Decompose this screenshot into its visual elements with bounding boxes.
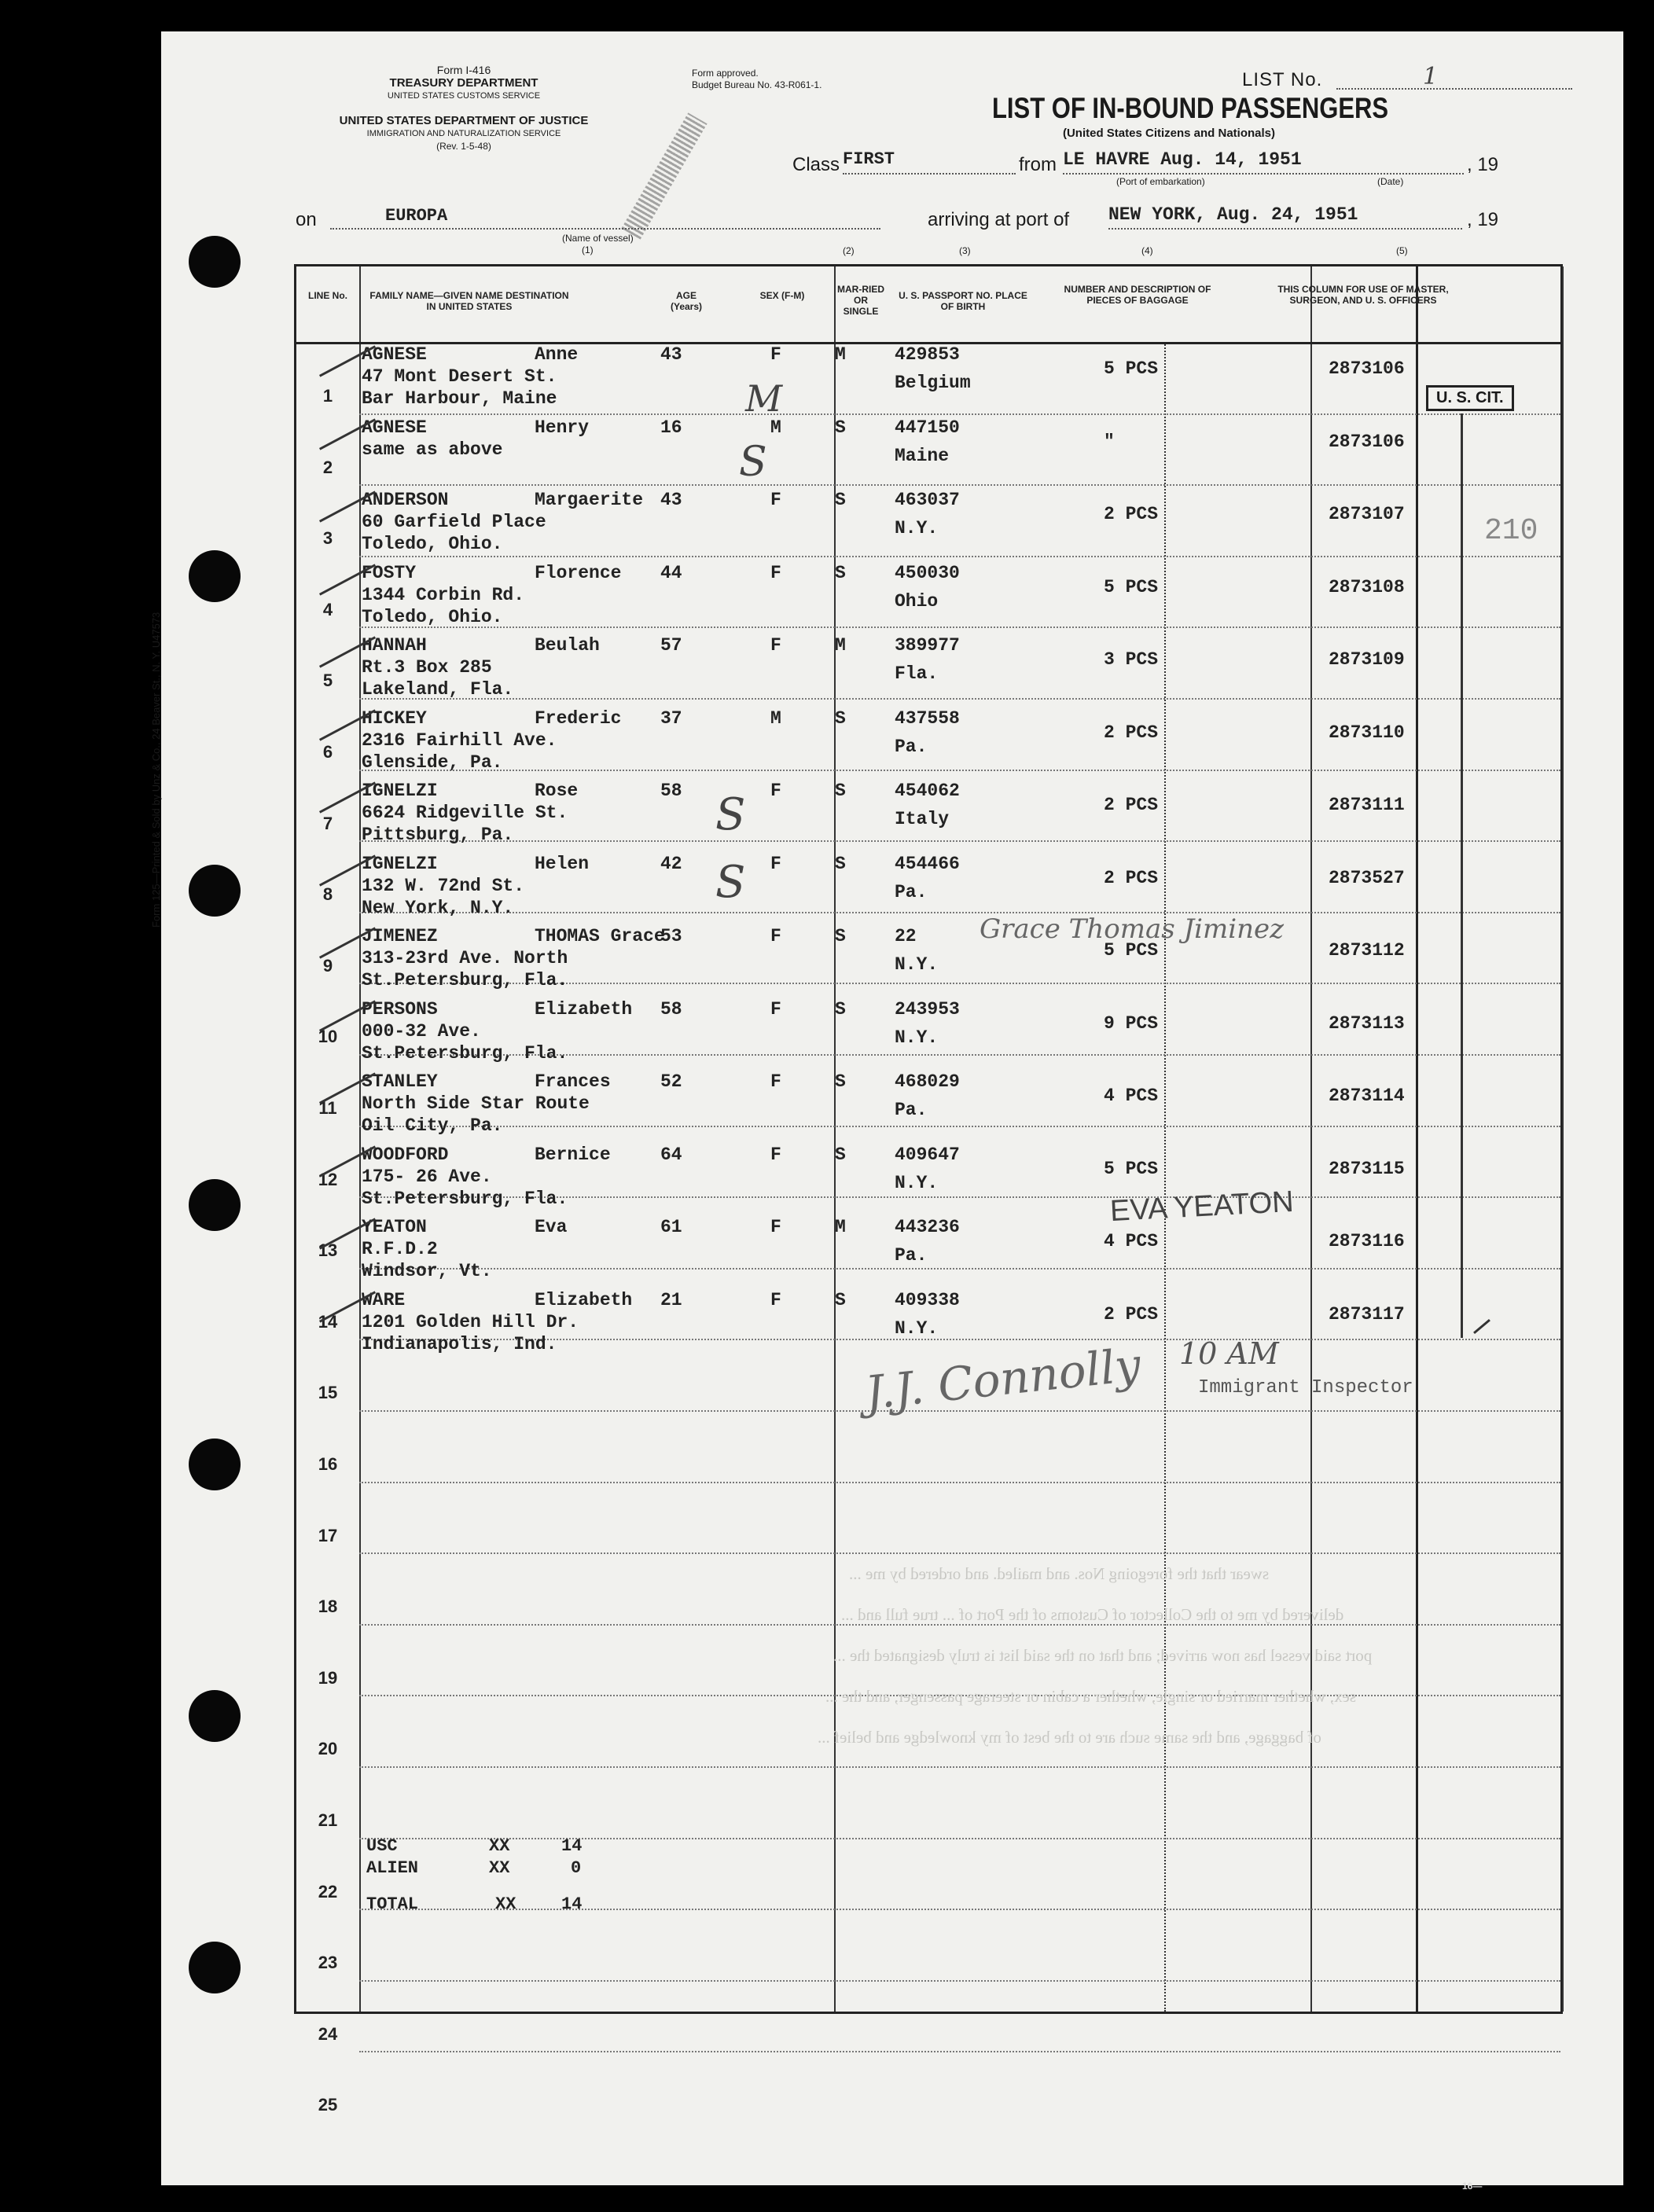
passenger-marital-status: S xyxy=(835,562,846,583)
punch-hole xyxy=(189,1179,241,1231)
passenger-address: 1201 Golden Hill Dr. xyxy=(362,1311,579,1332)
passenger-age: 53 xyxy=(660,926,682,946)
passenger-address: North Side Star Route xyxy=(362,1093,590,1114)
totals-total-label: TOTAL xyxy=(366,1894,419,1914)
passenger-age: 43 xyxy=(660,490,682,510)
dept-treasury: TREASURY DEPARTMENT xyxy=(389,76,538,90)
passenger-family-name: AGNESE xyxy=(362,344,427,365)
passenger-officer-number: 2873110 xyxy=(1329,722,1405,743)
passenger-city: St.Petersburg, Fla. xyxy=(362,1042,568,1064)
passenger-marital-status: S xyxy=(835,998,846,1020)
date-caption: (Date) xyxy=(1377,176,1404,187)
line-number: 16 xyxy=(318,1454,338,1474)
passenger-city: Oil City, Pa. xyxy=(362,1115,503,1136)
arriving-line xyxy=(1108,228,1462,230)
passenger-family-name: YEATON xyxy=(362,1217,427,1237)
year-suffix-2: , 19 xyxy=(1467,209,1499,230)
punch-hole xyxy=(189,1690,241,1742)
passenger-sex: F xyxy=(770,926,781,946)
passenger-officer-number: 2873114 xyxy=(1329,1086,1405,1106)
header-officers: THIS COLUMN FOR USE OF MASTER, SURGEON, AND U. S. OFFICERS xyxy=(1277,284,1449,306)
passenger-baggage: 9 PCS xyxy=(1104,1012,1159,1034)
passenger-family-name: FOSTY xyxy=(362,562,417,583)
passenger-sex: F xyxy=(770,998,781,1020)
on-label: on xyxy=(296,209,317,230)
signature-time: 10 AM xyxy=(1179,1336,1279,1371)
us-cit-stamp: U. S. CIT. xyxy=(1426,385,1514,411)
passenger-family-name: STANLEY xyxy=(362,1071,438,1092)
passenger-address: 6624 Ridgeville St. xyxy=(362,803,568,823)
passenger-age: 37 xyxy=(660,707,682,729)
line-number: 4 xyxy=(322,599,333,619)
passenger-officer-number: 2873108 xyxy=(1329,576,1405,597)
passenger-marital-status: M xyxy=(835,635,846,656)
passenger-address: 1344 Corbin Rd. xyxy=(362,584,525,605)
passenger-officer-number: 2873113 xyxy=(1329,1012,1405,1034)
header-name: FAMILY NAME—GIVEN NAME DESTINATION IN UNITED STATES xyxy=(369,290,569,312)
passenger-baggage: 2 PCS xyxy=(1104,867,1159,888)
passenger-age: 16 xyxy=(660,417,682,438)
line-number: 18 xyxy=(318,1597,338,1617)
passenger-family-name: HICKEY xyxy=(362,707,427,729)
passenger-family-name: WOODFORD xyxy=(362,1144,449,1165)
passenger-baggage: 5 PCS xyxy=(1104,1158,1159,1179)
totals-alien-value: 0 xyxy=(571,1858,582,1878)
passenger-birthplace: Pa. xyxy=(895,1245,928,1266)
passenger-birthplace: Italy xyxy=(895,809,950,829)
passenger-given-name: Helen xyxy=(535,853,590,874)
passenger-city: New York, N.Y. xyxy=(362,897,514,918)
totals-total-xx: XX xyxy=(495,1894,516,1914)
passenger-address: Rt.3 Box 285 xyxy=(362,657,492,678)
passenger-given-name: Elizabeth xyxy=(535,998,633,1020)
line-number: 15 xyxy=(318,1383,338,1403)
col4-caption: (4) xyxy=(1141,245,1153,256)
col2-caption: (2) xyxy=(843,245,855,256)
passenger-family-name: PERSONS xyxy=(362,998,438,1020)
bleed-line: sex, whether married or single, whether a cabin or steerage passenger, and the ... xyxy=(825,1687,1356,1706)
passenger-baggage: 2 PCS xyxy=(1104,1303,1159,1325)
form-number: Form I-416 xyxy=(436,64,491,76)
passenger-baggage: 4 PCS xyxy=(1104,1231,1159,1251)
passenger-baggage: " xyxy=(1104,431,1115,452)
line-number: 6 xyxy=(322,742,333,762)
passenger-marital-status: S xyxy=(835,417,846,438)
passenger-officer-number: 2873116 xyxy=(1329,1231,1405,1251)
from-line xyxy=(1063,173,1464,175)
passenger-birthplace: N.Y. xyxy=(895,954,939,975)
class-value: FIRST xyxy=(843,149,895,169)
line-number: 12 xyxy=(318,1169,338,1189)
line-number: 8 xyxy=(322,884,333,905)
line-number: 23 xyxy=(318,1953,338,1973)
line-number: 10 xyxy=(318,1027,338,1047)
passenger-birthplace: Ohio xyxy=(895,590,939,612)
punch-hole xyxy=(189,550,241,602)
passenger-sex: F xyxy=(770,853,781,874)
passenger-age: 42 xyxy=(660,853,682,874)
passenger-address: same as above xyxy=(362,439,503,460)
header-line-no: LINE No. xyxy=(308,290,347,301)
hand-grace-jiminez: Grace Thomas Jiminez xyxy=(980,913,1285,945)
revision: (Rev. 1-5-48) xyxy=(436,141,491,152)
vessel-value: EUROPA xyxy=(385,206,448,226)
passenger-passport: 429853 xyxy=(895,344,960,365)
dept-treasury-sub: UNITED STATES CUSTOMS SERVICE xyxy=(387,91,541,101)
line-number: 14 xyxy=(318,1311,338,1332)
us-cit-bracket xyxy=(1461,413,1463,1338)
passenger-birthplace: N.Y. xyxy=(895,1172,939,1193)
arriving-label: arriving at port of xyxy=(928,209,1070,230)
dept-justice: UNITED STATES DEPARTMENT OF JUSTICE xyxy=(339,114,589,127)
passenger-passport: 463037 xyxy=(895,490,960,510)
passenger-sex: F xyxy=(770,344,781,365)
passenger-family-name: AGNESE xyxy=(362,417,427,438)
passenger-birthplace: Pa. xyxy=(895,1100,928,1120)
hand-sex-m: M xyxy=(745,377,783,420)
hand-eva-yeaton: EVA YEATON xyxy=(1109,1185,1295,1229)
col5-caption: (5) xyxy=(1396,245,1408,256)
passenger-marital-status: S xyxy=(835,853,846,874)
passenger-age: 21 xyxy=(660,1289,682,1310)
passenger-given-name: Bernice xyxy=(535,1144,611,1165)
passenger-birthplace: Maine xyxy=(895,445,950,466)
passenger-city: Indianapolis, Ind. xyxy=(362,1333,557,1354)
line-number: 20 xyxy=(318,1739,338,1759)
totals-alien-label: ALIEN xyxy=(366,1858,419,1878)
totals-usc-label: USC xyxy=(366,1836,398,1856)
bleed-line: port said vessel has now arrived; and that on the said list is truly designated the ... xyxy=(833,1646,1373,1665)
passenger-birthplace: Fla. xyxy=(895,663,939,684)
col1-caption: (1) xyxy=(582,244,594,255)
passenger-baggage: 4 PCS xyxy=(1104,1086,1159,1106)
form-title: LIST OF IN-BOUND PASSENGERS xyxy=(992,91,1389,125)
inspector-label: Immigrant Inspector xyxy=(1198,1377,1413,1398)
passenger-given-name: THOMAS Grace xyxy=(535,926,665,946)
line-number: 7 xyxy=(322,813,333,833)
from-label: from xyxy=(1019,154,1057,175)
stamp-210: 210 xyxy=(1484,514,1538,548)
passenger-family-name: HANNAH xyxy=(362,635,427,656)
hand-sex-s1: S xyxy=(739,439,767,486)
passenger-family-name: WARE xyxy=(362,1289,406,1310)
passenger-marital-status: S xyxy=(835,781,846,801)
passenger-address: 313-23rd Ave. North xyxy=(362,948,568,968)
punch-hole xyxy=(189,865,241,917)
totals-total-value: 14 xyxy=(561,1894,583,1914)
passenger-age: 52 xyxy=(660,1071,682,1092)
passenger-baggage: 5 PCS xyxy=(1104,576,1159,597)
passenger-marital-status: S xyxy=(835,1289,846,1310)
from-value: LE HAVRE Aug. 14, 1951 xyxy=(1063,149,1302,170)
bleed-line: of baggage, and the same such are to the best of my knowledge and belief ... xyxy=(818,1728,1321,1747)
class-line xyxy=(843,173,1016,175)
passenger-marital-status: S xyxy=(835,1071,846,1092)
line-number: 13 xyxy=(318,1240,338,1261)
passenger-family-name: JIMENEZ xyxy=(362,926,438,946)
passenger-city: Glenside, Pa. xyxy=(362,751,503,773)
passenger-family-name: IGNELZI xyxy=(362,853,438,874)
totals-usc-value: 14 xyxy=(561,1836,583,1856)
passenger-age: 64 xyxy=(660,1144,682,1165)
passenger-city: Windsor, Vt. xyxy=(362,1261,492,1281)
header-age: AGE (Years) xyxy=(670,290,703,312)
passenger-city: St.Petersburg, Fla. xyxy=(362,970,568,990)
punch-hole xyxy=(189,1942,241,1993)
port-embarkation-caption: (Port of embarkation) xyxy=(1116,176,1205,187)
passenger-marital-status: M xyxy=(835,344,846,365)
line-number: 17 xyxy=(318,1525,338,1545)
passenger-baggage: 2 PCS xyxy=(1104,504,1159,524)
passenger-sex: F xyxy=(770,490,781,510)
passenger-sex: F xyxy=(770,1289,781,1310)
bleed-line: delivered by me to the Collector of Customs of the Port of ... true full and ... xyxy=(841,1605,1344,1624)
passenger-sex: F xyxy=(770,781,781,801)
header-married: MAR-RIED OR SINGLE xyxy=(837,284,884,317)
passenger-age: 44 xyxy=(660,562,682,583)
passenger-given-name: Margaerite xyxy=(535,490,644,510)
passenger-given-name: Beulah xyxy=(535,635,600,656)
totals-alien-xx: XX xyxy=(489,1858,510,1878)
footer-code: 16— xyxy=(1462,2181,1483,2192)
passenger-officer-number: 2873106 xyxy=(1329,431,1405,452)
side-print: Form 125—Printed & Sold by Unz & Co., 24 Beaver St., N. Y. U47573 xyxy=(150,612,162,928)
passenger-age: 58 xyxy=(660,781,682,801)
line-number: 19 xyxy=(318,1667,338,1688)
passenger-officer-number: 2873527 xyxy=(1329,867,1405,888)
passenger-city: St.Petersburg, Fla. xyxy=(362,1188,568,1209)
punch-hole xyxy=(189,236,241,288)
bleed-line: swear that the foregoing Nos. and mailed. and ordered by me ... xyxy=(849,1564,1270,1583)
col3-caption: (3) xyxy=(959,245,971,256)
line-number: 25 xyxy=(318,2095,338,2115)
passenger-address: 60 Garfield Place xyxy=(362,512,546,532)
dept-justice-sub: IMMIGRATION AND NATURALIZATION SERVICE xyxy=(366,129,561,138)
passenger-passport: 437558 xyxy=(895,707,960,729)
year-suffix-1: , 19 xyxy=(1467,154,1499,175)
passenger-passport: 447150 xyxy=(895,417,960,438)
budget-bureau: Budget Bureau No. 43-R061-1. xyxy=(692,79,822,90)
passenger-birthplace: N.Y. xyxy=(895,518,939,538)
vessel-line xyxy=(330,228,880,230)
class-label: Class xyxy=(792,154,840,175)
passenger-sex: F xyxy=(770,635,781,656)
passenger-given-name: Frederic xyxy=(535,707,622,729)
line-number: 1 xyxy=(322,386,333,406)
punch-hole xyxy=(189,1439,241,1490)
line-number: 3 xyxy=(322,528,333,549)
passenger-officer-number: 2873112 xyxy=(1329,940,1405,961)
passenger-marital-status: M xyxy=(835,1217,846,1237)
hand-sex-s3: S xyxy=(715,857,746,908)
passenger-passport: 243953 xyxy=(895,998,960,1020)
line-number: 21 xyxy=(318,1810,338,1830)
passenger-passport: 454466 xyxy=(895,853,960,874)
header-baggage: NUMBER AND DESCRIPTION OF PIECES OF BAGGAGE xyxy=(1064,284,1211,306)
passenger-passport: 450030 xyxy=(895,562,960,583)
list-number-label: LIST No. xyxy=(1242,69,1323,90)
line-number: 5 xyxy=(322,671,333,691)
passenger-officer-number: 2873106 xyxy=(1329,358,1405,379)
line-number: 24 xyxy=(318,2023,338,2044)
form-approved: Form approved. xyxy=(692,68,759,79)
passenger-address: 000-32 Ave. xyxy=(362,1020,481,1042)
passenger-birthplace: Pa. xyxy=(895,736,928,757)
hand-sex-s2: S xyxy=(715,789,746,840)
passenger-officer-number: 2873109 xyxy=(1329,649,1405,670)
passenger-baggage: 5 PCS xyxy=(1104,940,1159,961)
passenger-city: Bar Harbour, Maine xyxy=(362,388,557,409)
passenger-city: Pittsburg, Pa. xyxy=(362,825,514,845)
passenger-passport: 468029 xyxy=(895,1071,960,1092)
vessel-caption: (Name of vessel) xyxy=(562,233,634,244)
line-number: 9 xyxy=(322,955,333,976)
passenger-family-name: ANDERSON xyxy=(362,490,449,510)
passenger-city: Lakeland, Fla. xyxy=(362,679,514,700)
passenger-officer-number: 2873111 xyxy=(1329,795,1405,815)
passenger-given-name: Elizabeth xyxy=(535,1289,633,1310)
passenger-sex: F xyxy=(770,1071,781,1092)
passenger-age: 43 xyxy=(660,344,682,365)
passenger-marital-status: S xyxy=(835,926,846,946)
passenger-given-name: Rose xyxy=(535,781,579,801)
passenger-age: 61 xyxy=(660,1217,682,1237)
passenger-passport: 409338 xyxy=(895,1289,960,1310)
passenger-marital-status: S xyxy=(835,490,846,510)
passenger-passport: 454062 xyxy=(895,781,960,801)
passenger-baggage: 2 PCS xyxy=(1104,795,1159,815)
passenger-family-name: IGNELZI xyxy=(362,781,438,801)
arriving-value: NEW YORK, Aug. 24, 1951 xyxy=(1108,204,1358,225)
list-number-line xyxy=(1336,88,1572,90)
passenger-baggage: 5 PCS xyxy=(1104,358,1159,379)
passenger-passport: 389977 xyxy=(895,635,960,656)
passenger-address: R.F.D.2 xyxy=(362,1239,438,1259)
passenger-address: 47 Mont Desert St. xyxy=(362,366,557,387)
passenger-sex: F xyxy=(770,562,781,583)
passenger-baggage: 2 PCS xyxy=(1104,722,1159,743)
passenger-marital-status: S xyxy=(835,707,846,729)
passenger-passport: 443236 xyxy=(895,1217,960,1237)
passenger-sex: M xyxy=(770,417,781,438)
totals-usc-xx: XX xyxy=(489,1836,510,1856)
passenger-birthplace: N.Y. xyxy=(895,1027,939,1048)
line-number: 22 xyxy=(318,1881,338,1902)
passenger-given-name: Anne xyxy=(535,344,579,365)
passenger-given-name: Florence xyxy=(535,562,622,583)
line-number: 2 xyxy=(322,457,333,477)
passenger-address: 2316 Fairhill Ave. xyxy=(362,729,557,751)
passenger-city: Toledo, Ohio. xyxy=(362,606,503,627)
list-number-value: 1 xyxy=(1423,63,1439,90)
passenger-address: 132 W. 72nd St. xyxy=(362,875,525,896)
passenger-age: 58 xyxy=(660,998,682,1020)
form-subtitle: (United States Citizens and Nationals) xyxy=(1062,127,1276,140)
passenger-passport: 22 xyxy=(895,926,917,946)
passenger-given-name: Henry xyxy=(535,417,590,438)
passenger-birthplace: N.Y. xyxy=(895,1317,939,1339)
line-number: 11 xyxy=(318,1098,337,1118)
passenger-passport: 409647 xyxy=(895,1144,960,1165)
passenger-officer-number: 2873117 xyxy=(1329,1303,1405,1325)
passenger-sex: M xyxy=(770,707,781,729)
passenger-birthplace: Pa. xyxy=(895,881,928,902)
header-sex: SEX (F-M) xyxy=(759,290,805,301)
passenger-sex: F xyxy=(770,1144,781,1165)
passenger-city: Toledo, Ohio. xyxy=(362,534,503,554)
passenger-officer-number: 2873115 xyxy=(1329,1158,1405,1179)
header-passport: U. S. PASSPORT NO. PLACE OF BIRTH xyxy=(899,290,1027,312)
passenger-baggage: 3 PCS xyxy=(1104,649,1159,670)
passenger-age: 57 xyxy=(660,635,682,656)
passenger-sex: F xyxy=(770,1217,781,1237)
passenger-given-name: Frances xyxy=(535,1071,611,1092)
passenger-birthplace: Belgium xyxy=(895,373,971,393)
passenger-marital-status: S xyxy=(835,1144,846,1165)
passenger-address: 175- 26 Ave. xyxy=(362,1166,492,1187)
inspector-signature: J.J. Connolly xyxy=(862,1337,1144,1420)
passenger-officer-number: 2873107 xyxy=(1329,504,1405,524)
passenger-given-name: Eva xyxy=(535,1217,568,1237)
